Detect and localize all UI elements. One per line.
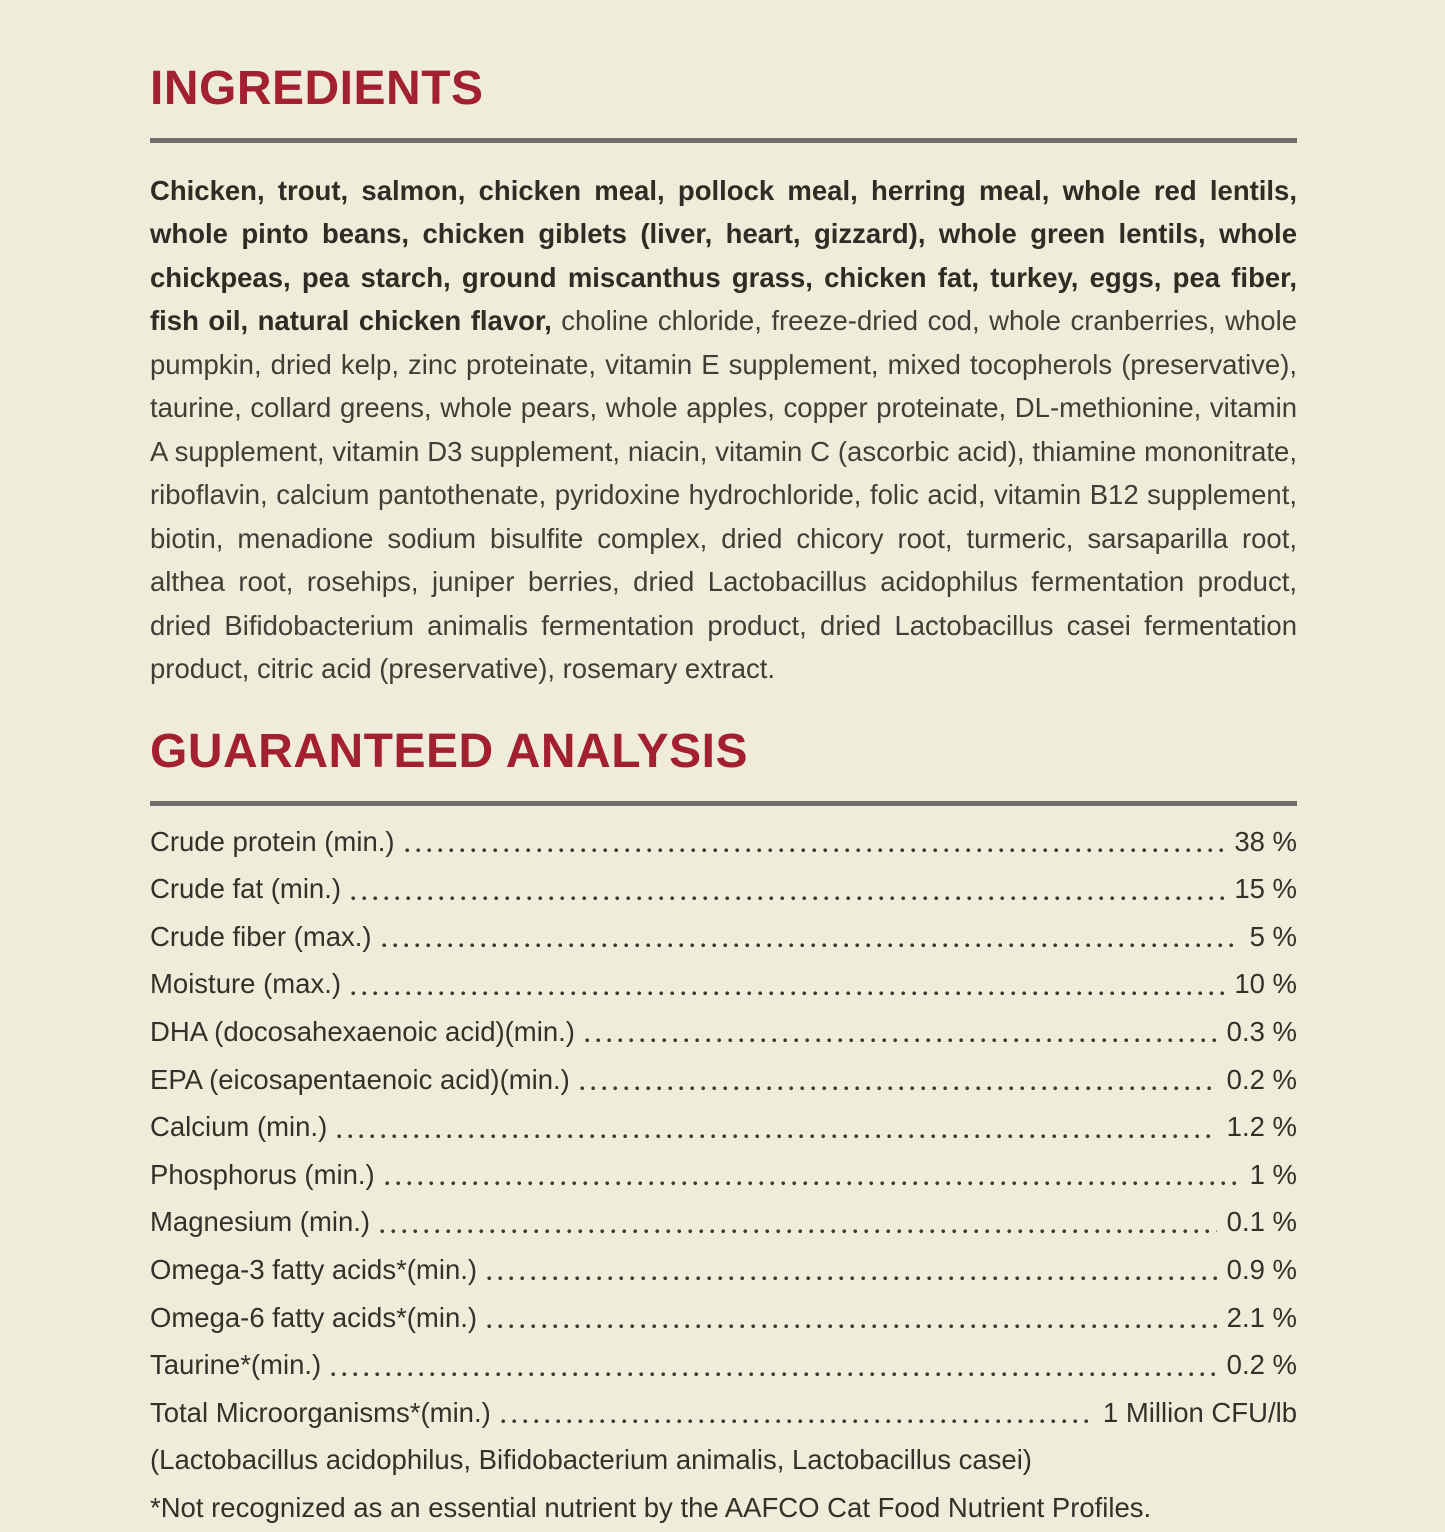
analysis-value: 2.1 % [1226,1301,1297,1333]
analysis-label: Magnesium (min.) [150,1206,371,1238]
dot-leader [380,1229,1217,1234]
analysis-label: Crude fat (min.) [150,873,342,905]
analysis-label: Phosphorus (min.) [150,1158,375,1190]
analysis-row [150,1389,1297,1437]
dot-leader [382,943,1240,948]
dot-leader [405,848,1225,853]
dot-leader [580,1086,1217,1091]
guaranteed-analysis-title: GUARANTEED ANALYSIS [150,724,749,778]
ingredients-primary-list: Chicken, trout, salmon, chicken meal, pollock meal, herring meal, whole red lentils, whole pinto beans, chicken giblets (liver, heart, gizzard), whole green lentils, whole chickpeas, pea starch, ground miscanthus grass, chicken fat, turkey, eggs, pea fiber, fish oil, natural chicken flavor, [150,174,1297,337]
dot-leader [487,1324,1217,1329]
aafco-footnote: *Not recognized as an essential nutrient by the AAFCO Cat Food Nutrient Profiles. [150,1491,1152,1523]
analysis-label: Omega-6 fatty acids*(min.) [150,1301,478,1333]
analysis-value: 0.9 % [1226,1253,1297,1285]
analysis-value: 1 Million CFU/lb [1102,1396,1297,1428]
analysis-value: 15 % [1234,873,1297,905]
analysis-value: 1 % [1249,1158,1297,1190]
analysis-row [150,1056,1297,1104]
analysis-value: 0.1 % [1226,1206,1297,1238]
dot-leader [585,1038,1217,1043]
analysis-value: 1.2 % [1226,1111,1297,1143]
ingredients-paragraph [150,169,1297,691]
analysis-row [150,1246,1297,1294]
analysis-row [150,1008,1297,1056]
analysis-row [150,913,1297,961]
dot-leader [385,1181,1240,1186]
analysis-value: 10 % [1234,968,1297,1000]
analysis-label: Crude fiber (max.) [150,920,372,952]
analysis-row [150,1341,1297,1389]
analysis-value: 0.2 % [1226,1063,1297,1095]
analysis-table [150,818,1297,1437]
analysis-label: EPA (eicosapentaenoic acid)(min.) [150,1063,570,1095]
analysis-label: DHA (docosahexaenoic acid)(min.) [150,1015,575,1047]
ingredients-title: INGREDIENTS [150,62,484,115]
guaranteed-analysis-divider [150,801,1297,806]
ingredients-secondary-list: choline chloride, freeze-dried cod, whole cranberries, whole pumpkin, dried kelp, zinc proteinate, vitamin E supplement, mixed tocopherols (preservative), taurine, collard greens, whole pears, whole apples, copper proteinate, DL-methionine, vitamin A supplement, vitamin D3 supplement, niacin, vitamin C (ascorbic acid), thiamine mononitrate, riboflavin, calcium pantothenate, pyridoxine hydrochloride, folic acid, vitamin B12 supplement, biotin, menadione sodium bisulfite complex, dried chicory root, turmeric, sarsaparilla root, althea root, rosehips, juniper berries, dried Lactobacillus acidophilus fermentation product, dried Bifidobacterium animalis fermentation product, dried Lactobacillus casei fermentation product, citric acid (preservative), rosemary extract. [150,305,1298,685]
analysis-value: 5 % [1249,920,1297,952]
analysis-label: Omega-3 fatty acids*(min.) [150,1253,478,1285]
analysis-row [150,1199,1297,1247]
analysis-label: Total Microorganisms*(min.) [150,1396,491,1428]
analysis-label: Taurine*(min.) [150,1349,322,1381]
analysis-label: Moisture (max.) [150,968,341,1000]
analysis-row [150,865,1297,913]
analysis-row [150,1103,1297,1151]
analysis-row [150,961,1297,1009]
analysis-value: 0.2 % [1226,1349,1297,1381]
analysis-label: Crude protein (min.) [150,825,395,857]
analysis-value: 0.3 % [1226,1015,1297,1047]
analysis-value: 38 % [1234,825,1297,857]
microorganisms-note: (Lactobacillus acidophilus, Bifidobacterium animalis, Lactobacillus casei) [150,1444,1032,1476]
analysis-row [150,1294,1297,1342]
dot-leader [351,896,1224,901]
dot-leader [487,1276,1217,1281]
dot-leader [351,991,1224,996]
ingredients-divider [150,138,1297,143]
analysis-label: Calcium (min.) [150,1111,328,1143]
dot-leader [501,1419,1093,1424]
dot-leader [337,1134,1216,1139]
analysis-row [150,818,1297,866]
dot-leader [331,1372,1217,1377]
analysis-row [150,1151,1297,1199]
